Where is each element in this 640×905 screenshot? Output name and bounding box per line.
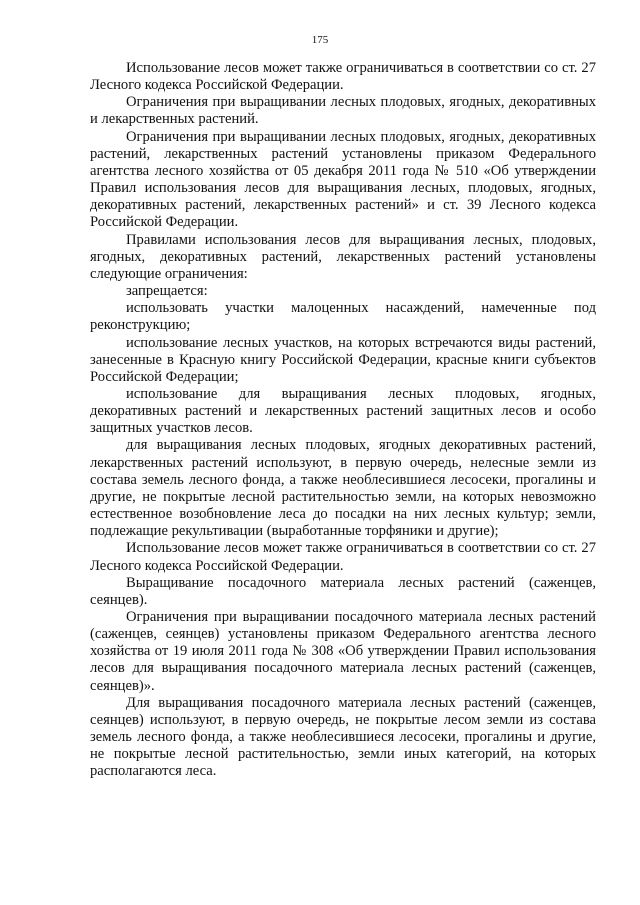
paragraph: использование для выращивания лесных плодовых, ягодных, декоративных растений и лекарственных растений защитных лесов и особо защитных участков лесов. bbox=[90, 385, 596, 437]
paragraph: Использование лесов может также ограничиваться в соответствии со ст. 27 Лесного кодекса Российской Федерации. bbox=[90, 60, 596, 94]
paragraph: Ограничения при выращивании посадочного материала лесных растений (саженцев, сеянцев) установлены приказом Федерального агентства лесного хозяйства от 19 июля 2011 года № 308 «Об утверждении Правил использования лесов для выращивания посадочного материала лесных растений (саженцев, сеянцев)». bbox=[90, 609, 596, 694]
paragraph: Для выращивания посадочного материала лесных растений (саженцев, сеянцев) используют, в первую очередь, не покрытые лесом земли из состава земель лесного фонда, а также необлесившиеся лесосеки, прогалины и другие, не покрытые лесной растительностью, земли иных категорий, на которых располагаются леса. bbox=[90, 694, 596, 780]
paragraph: Выращивание посадочного материала лесных растений (саженцев, сеянцев). bbox=[90, 574, 596, 608]
document-body bbox=[90, 60, 596, 781]
paragraph: Ограничения при выращивании лесных плодовых, ягодных, декоративных и лекарственных растений. bbox=[90, 94, 596, 128]
paragraph: использовать участки малоценных насаждений, намеченные под реконструкцию; bbox=[90, 300, 596, 334]
paragraph: для выращивания лесных плодовых, ягодных декоративных растений, лекарственных растений используют, в первую очередь, нелесные земли из состава земель лесного фонда, а также необлесившиеся лесосеки, прогалины и другие, не покрытые лесной растительностью земли, на которых невозможно естественное возобновление леса до посадки на них лесных культур; земли, подлежащие рекультивации (выработанные торфяники и другие); bbox=[90, 437, 596, 540]
paragraph: Использование лесов может также ограничиваться в соответствии со ст. 27 Лесного кодекса Российской Федерации. bbox=[90, 540, 596, 574]
paragraph: Правилами использования лесов для выращивания лесных, плодовых, ягодных, декоративных растений, лекарственных растений установлены следующие ограничения: bbox=[90, 231, 596, 282]
paragraph: использование лесных участков, на которых встречаются виды растений, занесенные в Красную книгу Российской Федерации, красные книги субъектов Российской Федерации; bbox=[90, 334, 596, 385]
paragraph: запрещается: bbox=[126, 283, 208, 300]
paragraph: Ограничения при выращивании лесных плодовых, ягодных, декоративных растений, лекарственных растений установлены приказом Федерального агентства лесного хозяйства от 05 декабря 2011 года № 510 «Об утверждении Правил использования лесов для выращивания лесных, плодовых, ягодных, декоративных растений, лекарственных растений» и ст. 39 Лесного кодекса Российской Федерации. bbox=[90, 128, 596, 231]
page-number: 175 bbox=[311, 34, 329, 46]
